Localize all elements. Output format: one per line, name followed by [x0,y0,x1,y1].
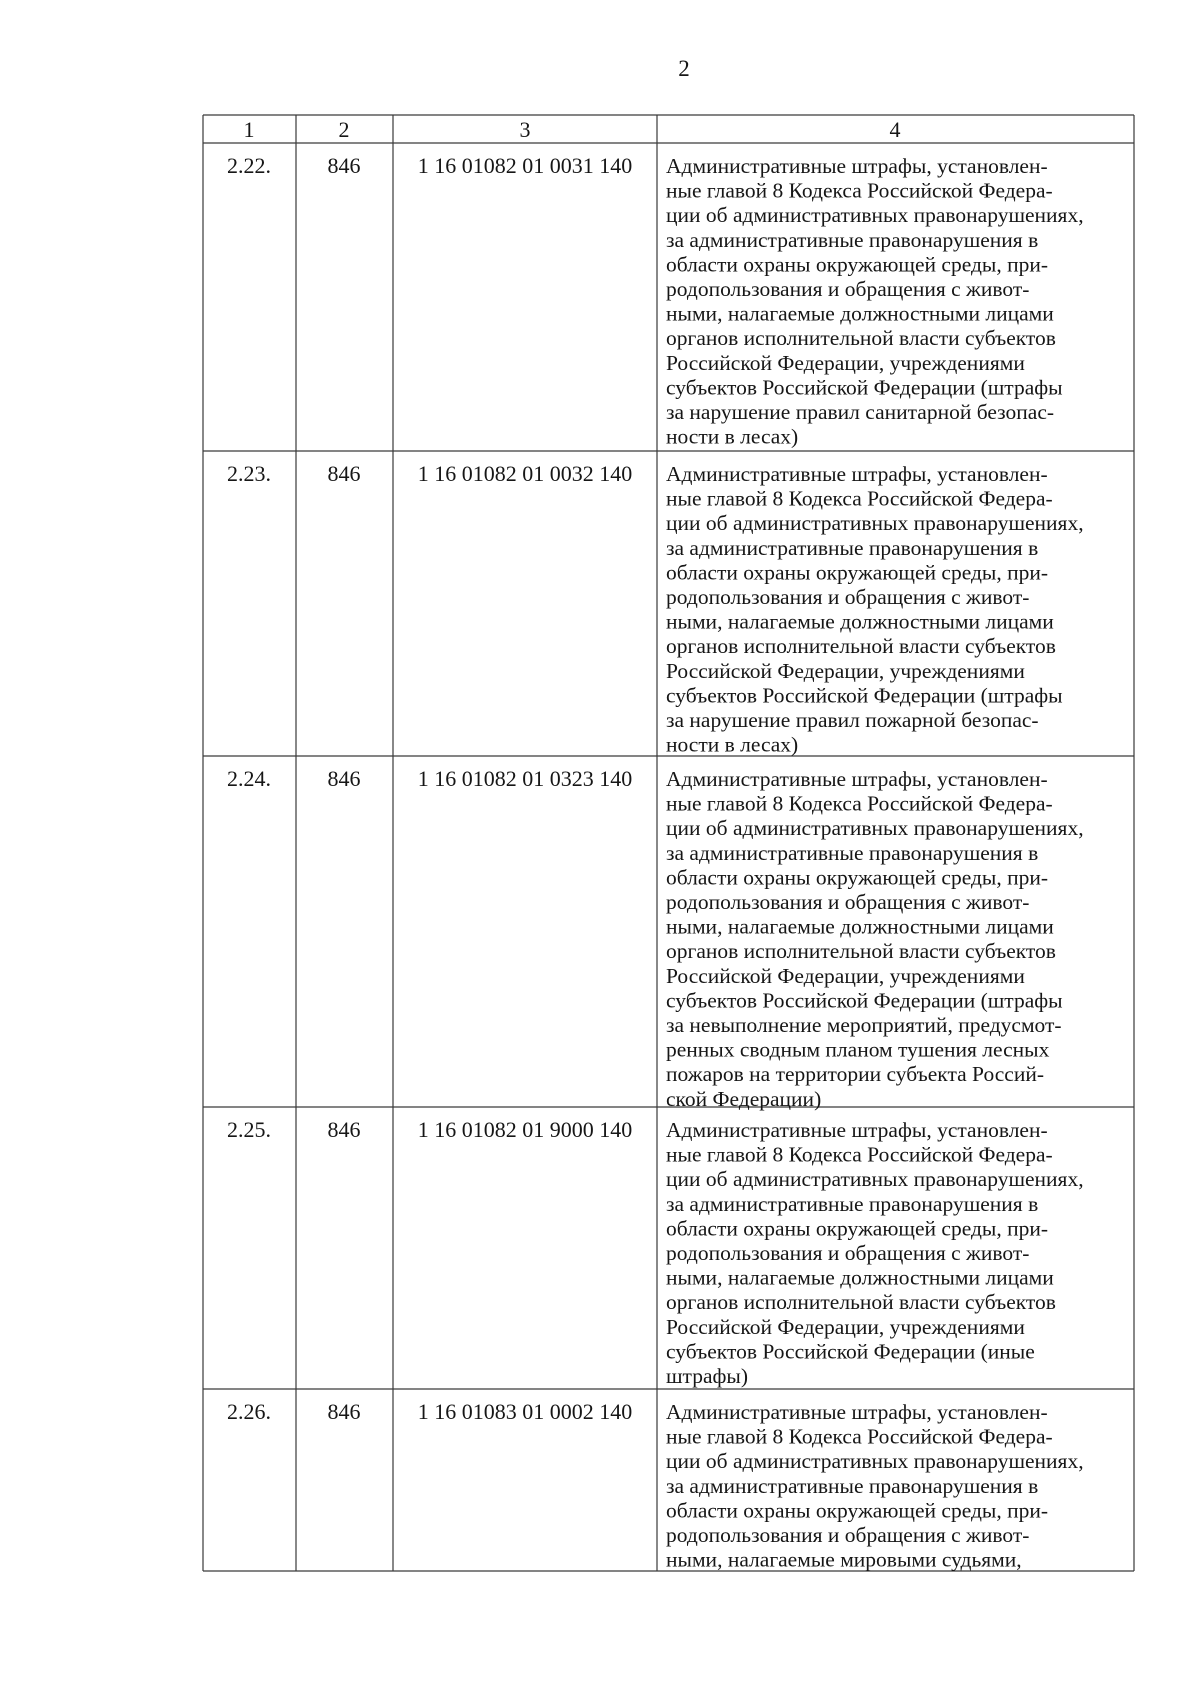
description-line: Административные штрафы, установлен- [666,767,1048,791]
description-line: ными, налагаемые должностными лицами [666,609,1054,634]
description-line: ные главой 8 Кодекса Российской Федера- [666,178,1053,203]
description-line: органов исполнительной власти субъектов [666,939,1056,964]
budget-classification-code: 1 16 01082 01 0031 140 [417,153,633,178]
admin-code: 846 [327,1399,361,1424]
row-number: 2.26. [227,1399,271,1424]
description-line: родопользования и обращения с живот- [666,1241,1030,1265]
column-header: 1 [243,117,255,142]
description-line: субъектов Российской Федерации (штрафы [666,988,1063,1013]
description-line: ные главой 8 Кодекса Российской Федера- [666,791,1053,816]
description-line: субъектов Российской Федерации (штрафы [666,375,1063,400]
description-line: родопользования и обращения с живот- [666,890,1030,914]
description-line: ции об административных правонарушениях, [666,1167,1084,1192]
description-line: за административные правонарушения в [666,1191,1039,1216]
description-line: Административные штрафы, установлен- [666,154,1048,178]
column-header: 3 [519,117,531,142]
description-line: Российской Федерации, учреждениями [666,658,1025,683]
description-line: за невыполнение мероприятий, предусмот- [666,1013,1062,1037]
description-line: за административные правонарушения в [666,840,1039,865]
admin-code: 846 [327,153,361,178]
description-line: Административные штрафы, установлен- [666,1400,1048,1424]
description-line: субъектов Российской Федерации (штрафы [666,683,1063,708]
description-line: ции об административных правонарушениях, [666,511,1084,536]
description-line: субъектов Российской Федерации (иные [666,1339,1035,1364]
description-line: области охраны окружающей среды, при- [666,1216,1049,1241]
column-header: 2 [338,117,350,142]
admin-code: 846 [327,1117,361,1142]
description-line: органов исполнительной власти субъектов [666,326,1056,351]
page-number: 2 [678,56,690,81]
description-line: родопользования и обращения с живот- [666,277,1030,301]
column-header: 4 [889,117,901,142]
description-line: Административные штрафы, установлен- [666,1118,1048,1142]
budget-classification-code: 1 16 01082 01 9000 140 [417,1117,633,1142]
description-line: Российской Федерации, учреждениями [666,963,1025,988]
description-line: ными, налагаемые должностными лицами [666,1265,1054,1290]
row-number: 2.25. [227,1117,271,1142]
description-line: ные главой 8 Кодекса Российской Федера- [666,486,1053,511]
description-line: ные главой 8 Кодекса Российской Федера- [666,1142,1053,1167]
description-line: ными, налагаемые мировыми судьями, [666,1547,1022,1572]
row-number: 2.22. [227,153,271,178]
description-line: ные главой 8 Кодекса Российской Федера- [666,1424,1053,1449]
description-line: ности в лесах) [666,424,799,449]
description-line: органов исполнительной власти субъектов [666,634,1056,659]
description-line: за нарушение правил пожарной безопас- [666,708,1039,732]
description-line: Российской Федерации, учреждениями [666,1314,1025,1339]
admin-code: 846 [327,461,361,486]
description-line: за административные правонарушения в [666,227,1039,252]
description-line: Российской Федерации, учреждениями [666,350,1025,375]
description-line: родопользования и обращения с живот- [666,585,1030,609]
description-line: ции об административных правонарушениях, [666,1449,1084,1474]
description-line: за административные правонарушения в [666,535,1039,560]
row-number: 2.23. [227,461,271,486]
description-line: ности в лесах) [666,732,799,757]
budget-classification-code: 1 16 01082 01 0323 140 [417,766,633,791]
description-line: родопользования и обращения с живот- [666,1523,1030,1547]
description-line: ренных сводным планом тушения лесных [666,1037,1050,1062]
description-line: области охраны окружающей среды, при- [666,560,1049,585]
description-line: области охраны окружающей среды, при- [666,865,1049,890]
description-line: области охраны окружающей среды, при- [666,1498,1049,1523]
description-line: ными, налагаемые должностными лицами [666,914,1054,939]
budget-classification-code: 1 16 01083 01 0002 140 [417,1399,633,1424]
description-line: за административные правонарушения в [666,1473,1039,1498]
description-line: органов исполнительной власти субъектов [666,1290,1056,1315]
description-line: ции об административных правонарушениях, [666,816,1084,841]
description-line: Административные штрафы, установлен- [666,462,1048,486]
description-line: за нарушение правил санитарной безопас- [666,400,1055,424]
budget-classification-code: 1 16 01082 01 0032 140 [417,461,633,486]
description-line: ской Федерации) [666,1086,822,1111]
description-line: штрафы) [666,1364,749,1388]
description-line: ными, налагаемые должностными лицами [666,301,1054,326]
row-number: 2.24. [227,766,271,791]
description-line: пожаров на территории субъекта Россий- [666,1062,1045,1087]
admin-code: 846 [327,766,361,791]
table-body [227,117,1084,1572]
description-line: области охраны окружающей среды, при- [666,252,1049,277]
description-line: ции об административных правонарушениях, [666,203,1084,228]
